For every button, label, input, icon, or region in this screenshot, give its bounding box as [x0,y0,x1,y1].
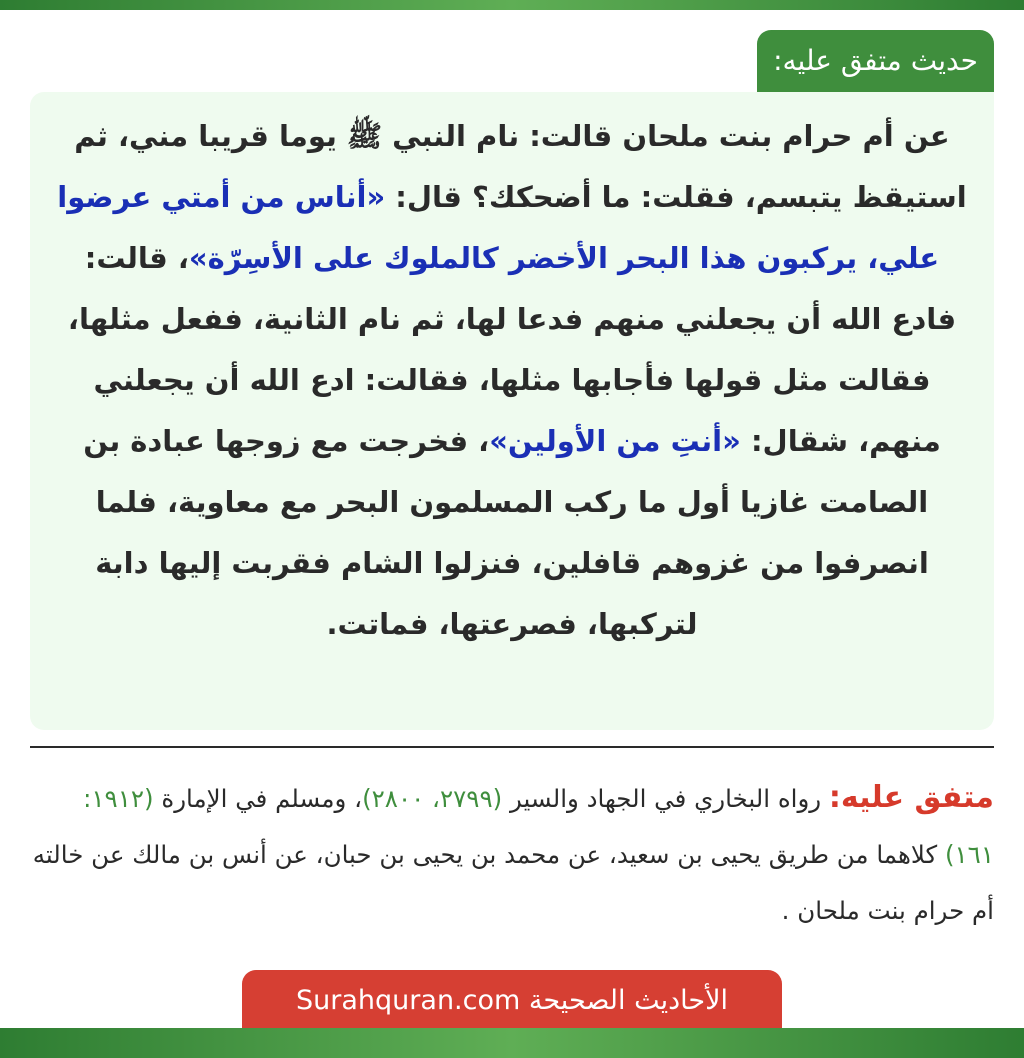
hadith-text [52,106,972,655]
source-text-3: كلاهما من طريق يحيى بن سعيد، عن محمد بن يحيى بن حبان، عن أنس بن مالك عن خالته أم حرام بنت ملحان . [32,840,994,925]
prophet-quote-1: «أناس من أمتي عرضوا علي، يركبون هذا البحر الأخضر كالملوك على الأسِرّة» [57,180,940,275]
hadith-box [30,92,994,730]
prophet-quote-2: «أنتِ من الأولين» [489,424,741,458]
source-text-1: رواه البخاري في الجهاد والسير [502,784,829,813]
source-text-2: ، ومسلم في الإمارة [153,784,363,813]
site-badge: الأحاديث الصحيحة Surahquran.com [242,970,782,1032]
muslim-reference: (١٩١٢: ١٦١) [83,784,994,869]
source-label: متفق عليه: [828,780,994,815]
hadith-text-part-3: ، فخرجت مع زوجها عبادة بن الصامت غازيا أول ما ركب المسلمون البحر مع معاوية، فلما انصرفوا من غزوهم قافلين، فنزلوا الشام فقربت إليها دابة لتركبها، فصرعتها، فماتت. [83,424,929,641]
bukhari-reference: (٢٧٩٩، ٢٨٠٠) [362,784,503,813]
source-citation [30,770,994,939]
hadith-text-part-1: عن أم حرام بنت ملحان قالت: نام النبي ﷺ يوما قريبا مني، ثم استيقظ يتبسم، فقلت: ما أضحكك؟ قال: [74,119,967,214]
divider-line [30,746,994,748]
hadith-type-label: حديث متفق عليه: [757,30,994,92]
hadith-text-part-2: ، قالت: فادع الله أن يجعلني منهم فدعا لها، ثم نام الثانية، ففعل مثلها، فقالت مثل قولها فأجابها مثلها، فقالت: ادع الله أن يجعلني منهم، شقال: [67,241,957,458]
bottom-green-bar [0,1028,1024,1058]
top-green-bar [0,0,1024,10]
